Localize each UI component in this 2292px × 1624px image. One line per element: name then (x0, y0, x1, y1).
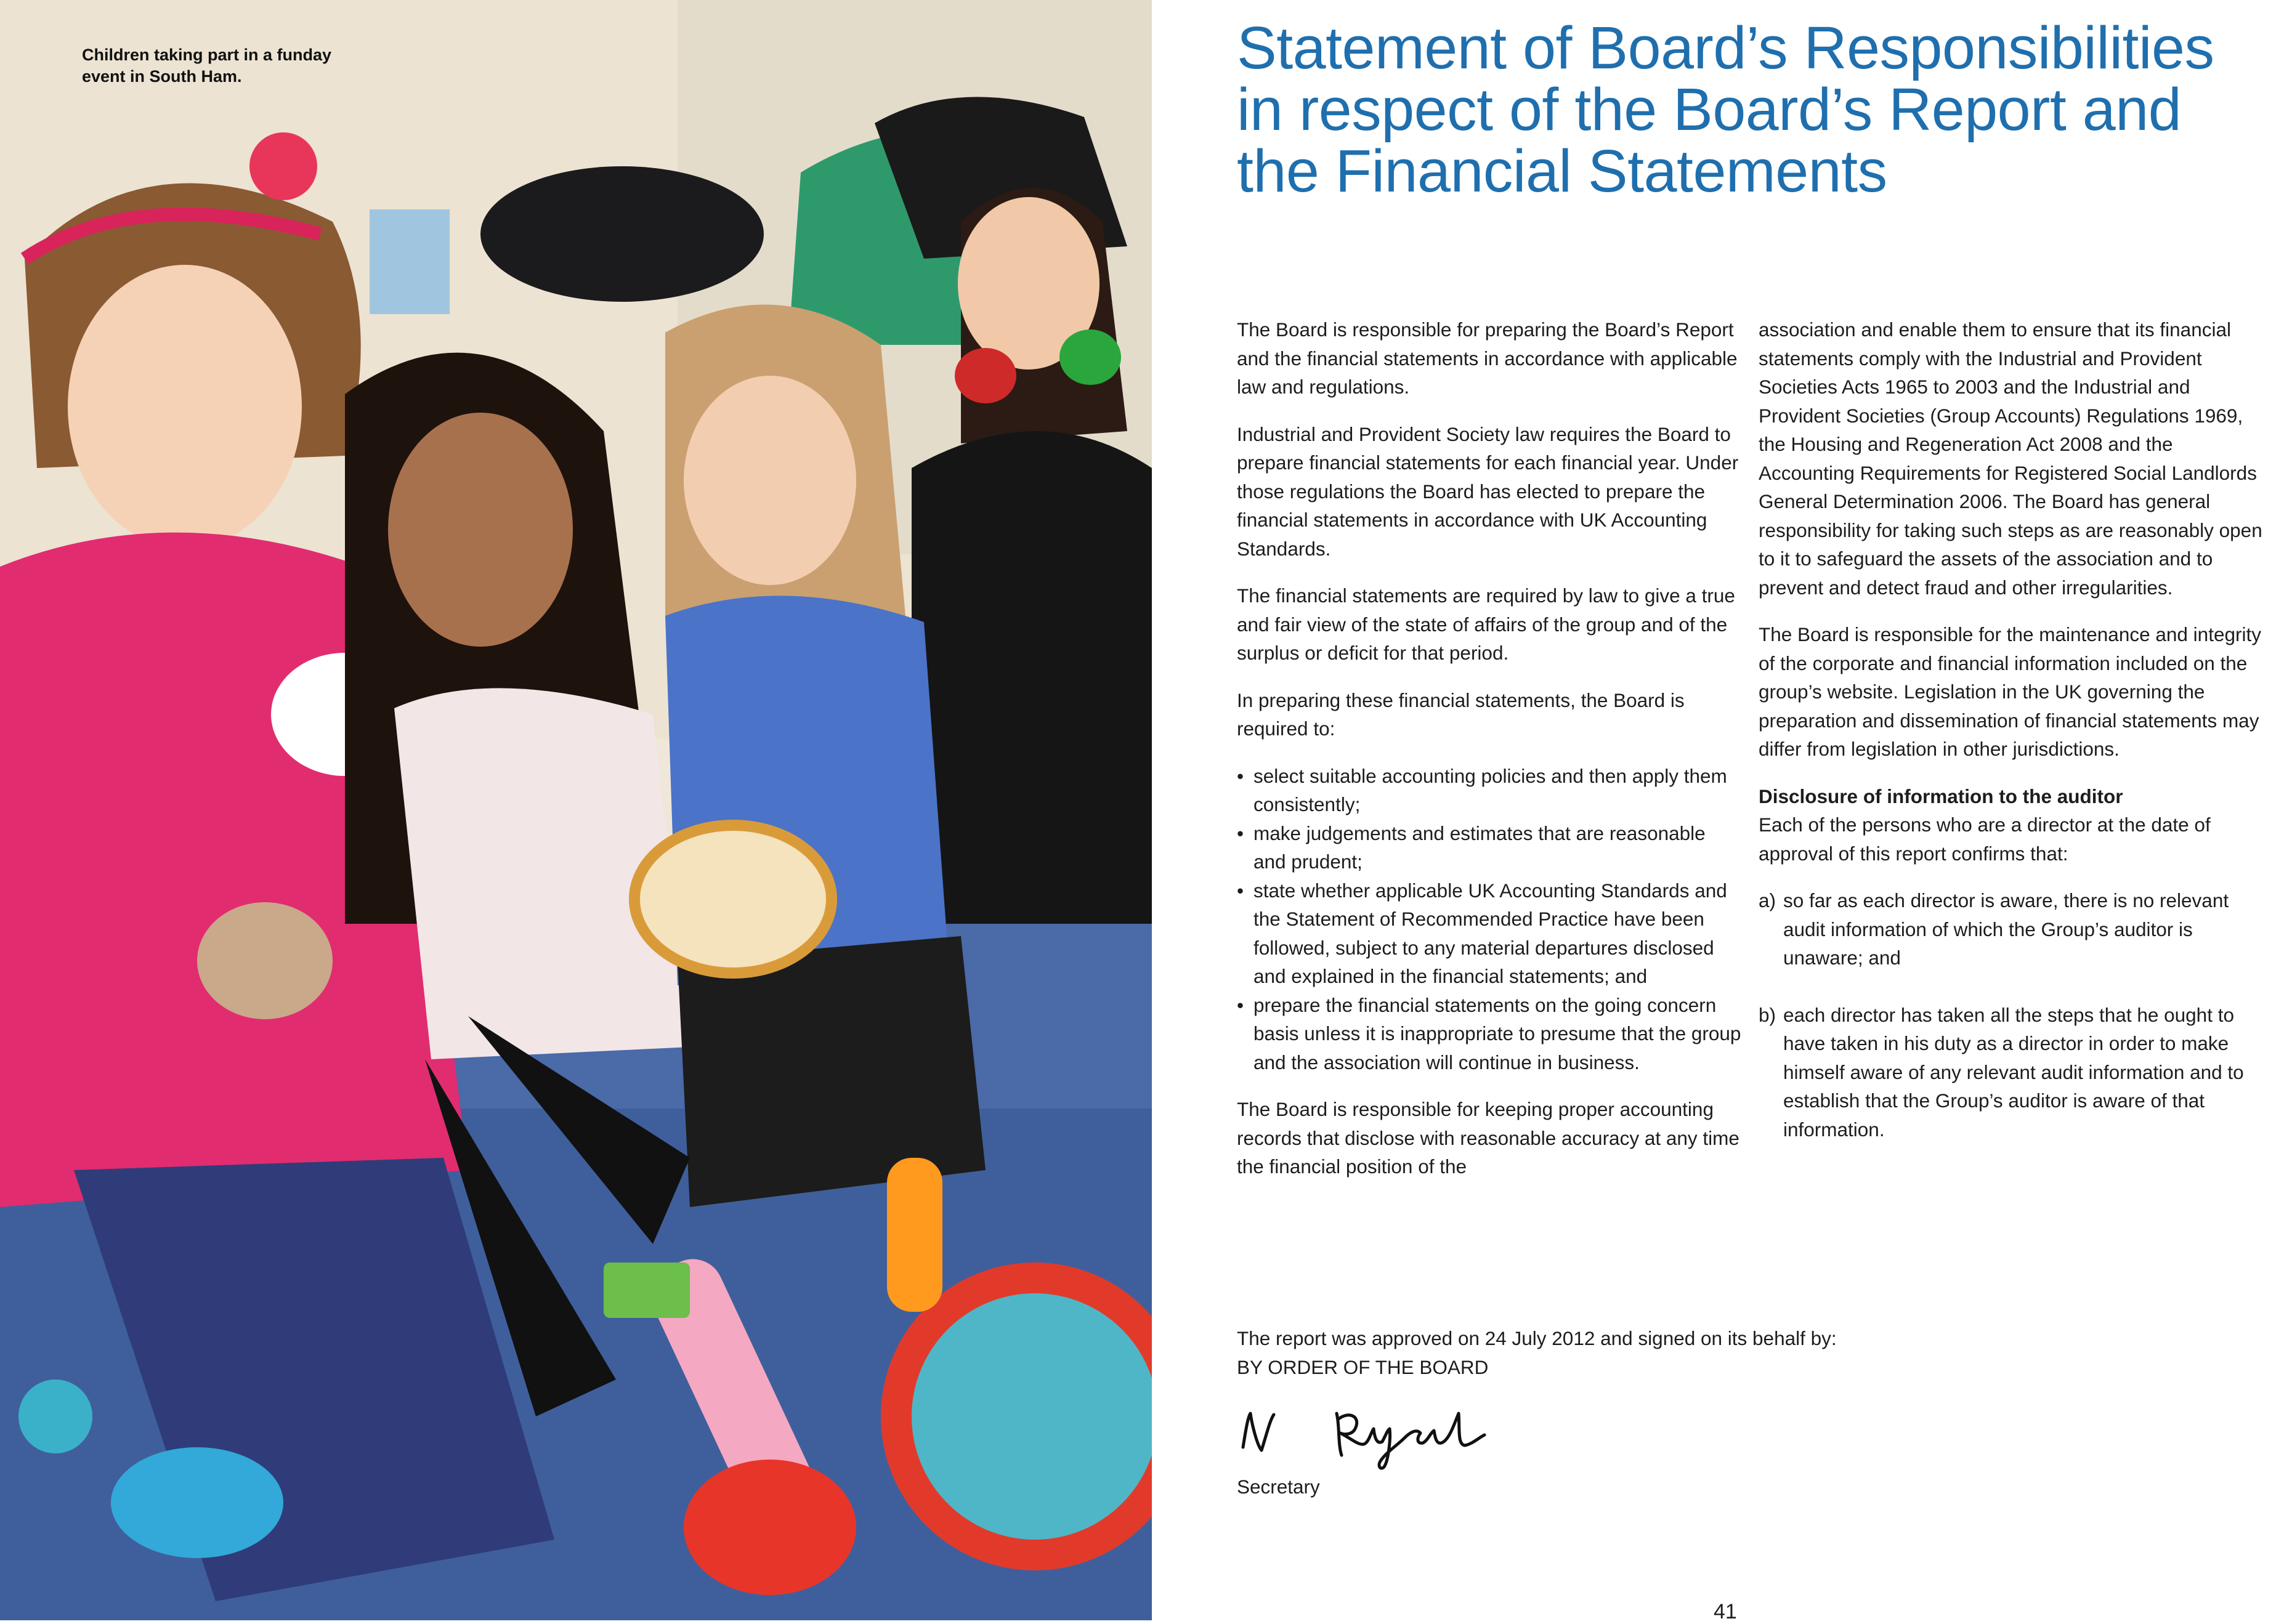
list-item: • make judgements and estimates that are reasonable and prudent; (1237, 819, 1742, 876)
confirmation-item (1759, 1001, 2270, 1144)
paragraph: The financial statements are required by law to give a true and fair view of the state of affairs of the group and of the surplus or deficit for that period. (1237, 584, 1735, 664)
list-item: • select suitable accounting policies and then apply them consistently; (1237, 762, 1742, 819)
paragraph: The Board is responsible for preparing the Board’s Report and the financial statements in accordance with applicable law and regulations. (1237, 318, 1738, 398)
signatory-title: Secretary (1237, 1476, 1320, 1498)
item-label: a) (1759, 889, 1776, 911)
confirmation-item (1759, 886, 2270, 972)
item-label: b) (1759, 1003, 1776, 1026)
approval-line: The report was approved on 24 July 2012 and signed on its behalf by: (1237, 1327, 1837, 1349)
paragraph: The Board is responsible for keeping proper accounting records that disclose with reasonable accuracy at any time the financial position of the (1237, 1098, 1739, 1178)
right-text-column (1759, 315, 2270, 1172)
paragraph: association and enable them to ensure that its financial statements comply with the Industrial and Provident Societies Acts 1965 to 2003 and the Industrial and Provident Societies (Group Accounts) Regulations 1969, the Housing and Regeneration Act 2008 and the Accounting Requirements for Registered Social Landlords General Determination 2006. The Board has general responsibility for taking such steps as are reasonably open to it to safeguard the assets of the association and to prevent and detect fraud and other irregularities. (1759, 318, 2262, 599)
page-number: 41 (1714, 1600, 1737, 1623)
item-text: so far as each director is aware, there is no relevant audit information of which the Group’s auditor is unaware; and (1783, 889, 2229, 969)
paragraph: The Board is responsible for the maintenance and integrity of the corporate and financial information included on the group’s website. Legislation in the UK governing the preparation and dissemination of financial statements may differ from legislation in other jurisdictions. (1759, 623, 2261, 760)
approval-statement (1237, 1324, 1976, 1381)
left-text-column (1237, 315, 1742, 1200)
list-item: • state whether applicable UK Accounting Standards and the Statement of Recommended Practice have been followed, subject to any material departures disclosed and explained in the financial statements; and (1237, 876, 1742, 991)
section-heading: Disclosure of information to the auditor (1759, 785, 2123, 807)
requirements-list (1237, 762, 1742, 1077)
paragraph: In preparing these financial statements, the Board is required to: (1237, 689, 1685, 740)
photo-caption: Children taking part in a funday event in South Ham. (82, 46, 332, 86)
item-text: each director has taken all the steps that he ought to have taken in his duty as a director in order to make himself aware of any relevant audit information and to establish that the Group’s auditor is aware of that information. (1783, 1003, 2244, 1141)
paragraph: Industrial and Provident Society law requires the Board to prepare financial statements for each financial year. Under those regulations the Board has elected to prepare the financial statements in accordance with UK Accounting Standards. (1237, 422, 1739, 560)
paragraph: Each of the persons who are a director at the date of approval of this report confirms that: (1759, 814, 2211, 865)
order-line: BY ORDER OF THE BOARD (1237, 1355, 1489, 1378)
list-item: • prepare the financial statements on the going concern basis unless it is inappropriate to presume that the group and the association will continue in business. (1237, 991, 1742, 1077)
handwritten-signature (1232, 1401, 1515, 1472)
page-title: Statement of Board’s Responsibilities in respect of the Board’s Report and the Financial Statements (1237, 14, 2214, 204)
